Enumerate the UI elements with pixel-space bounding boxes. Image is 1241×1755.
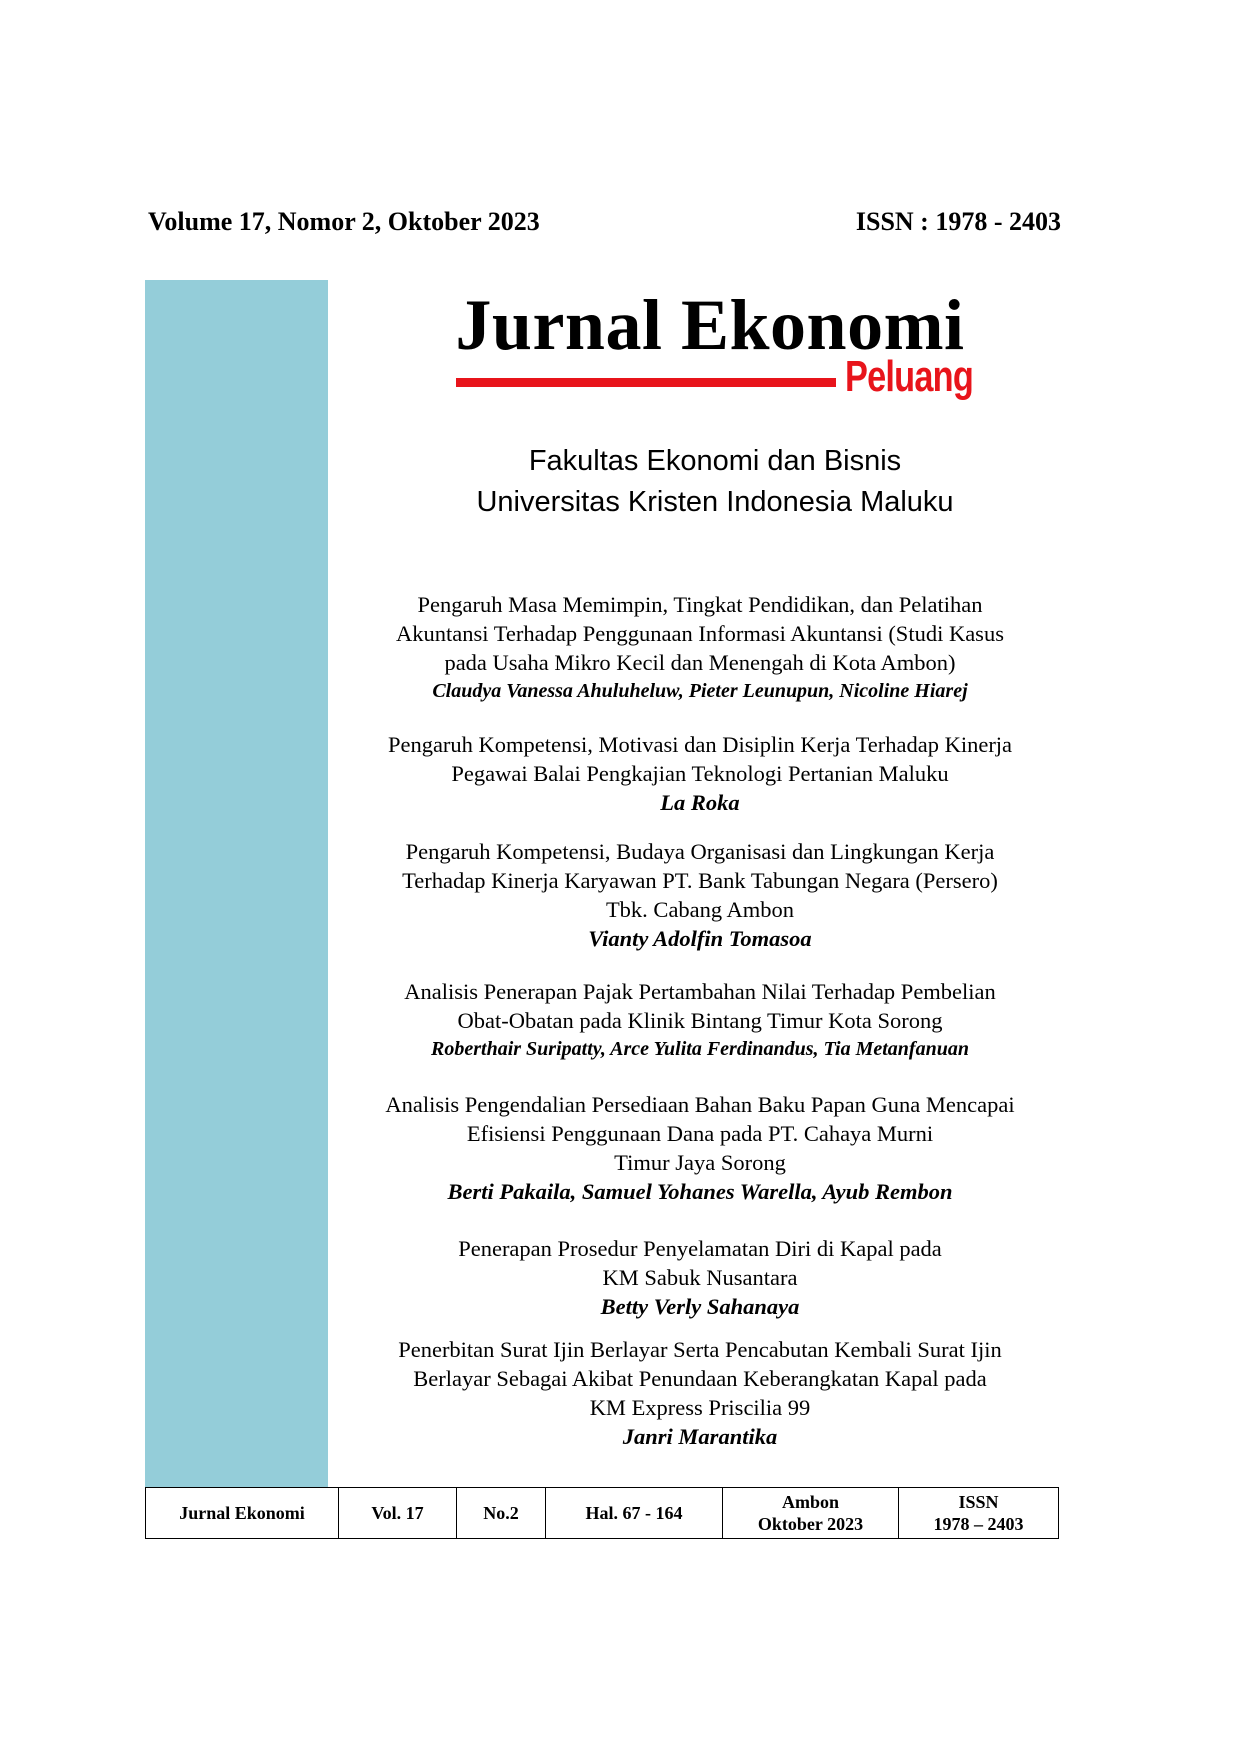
article-title-line: Obat-Obatan pada Klinik Bintang Timur Kota Sorong <box>457 1008 943 1033</box>
article-title-line: Tbk. Cabang Ambon <box>605 897 795 922</box>
article-title-line: KM Sabuk Nusantara <box>602 1265 798 1290</box>
footer-place-date <box>723 1488 899 1539</box>
article-entry-7 <box>330 1335 1070 1451</box>
footer-date: Oktober 2023 <box>757 1514 864 1534</box>
article-title-line: Pegawai Balai Pengkajian Teknologi Pertanian Maluku <box>451 761 949 786</box>
article-title-line: Penerbitan Surat Ijin Berlayar Serta Pencabutan Kembali Surat Ijin <box>398 1337 1002 1362</box>
footer-issn <box>899 1488 1059 1539</box>
cover-sidebar-decoration <box>145 280 328 1487</box>
article-title-line: pada Usaha Mikro Kecil dan Menengah di Kota Ambon) <box>444 650 956 675</box>
article-title-line: Pengaruh Kompetensi, Motivasi dan Disiplin Kerja Terhadap Kinerja <box>387 732 1013 757</box>
footer-journal-name: Jurnal Ekonomi <box>146 1488 339 1539</box>
article-authors: Roberthair Suripatty, Arce Yulita Ferdinandus, Tia Metanfanuan <box>431 1038 969 1060</box>
article-entry-3 <box>330 837 1070 953</box>
article-title-line: KM Express Priscilia 99 <box>589 1395 811 1420</box>
article-title-line: Akuntansi Terhadap Penggunaan Informasi Akuntansi (Studi Kasus <box>396 621 1004 646</box>
article-title-line: Pengaruh Masa Memimpin, Tingkat Pendidikan, dan Pelatihan <box>417 592 983 617</box>
article-title-line: Pengaruh Kompetensi, Budaya Organisasi dan Lingkungan Kerja <box>405 839 995 864</box>
article-title-line: Berlayar Sebagai Akibat Penundaan Keberangkatan Kapal pada <box>413 1366 987 1391</box>
footer-issn-label: ISSN <box>958 1492 999 1512</box>
article-entry-1 <box>330 590 1070 706</box>
volume-line: Volume 17, Nomor 2, Oktober 2023 <box>148 207 540 236</box>
journal-title: Jurnal Ekonomi <box>455 285 965 365</box>
article-entry-6 <box>330 1234 1070 1321</box>
footer-number: No.2 <box>457 1488 546 1539</box>
article-authors: Betty Verly Sahanaya <box>600 1294 800 1319</box>
article-title-line: Analisis Penerapan Pajak Pertambahan Nilai Terhadap Pembelian <box>404 979 996 1004</box>
article-title-line: Terhadap Kinerja Karyawan PT. Bank Tabungan Negara (Persero) <box>402 868 998 893</box>
footer-city: Ambon <box>781 1492 839 1512</box>
footer-volume: Vol. 17 <box>339 1488 457 1539</box>
footer-issn-value: 1978 – 2403 <box>933 1514 1024 1534</box>
article-title-line: Efisiensi Penggunaan Dana pada PT. Cahaya Murni <box>466 1121 934 1146</box>
article-title-line: Penerapan Prosedur Penyelamatan Diri di Kapal pada <box>458 1236 942 1261</box>
article-authors: Claudya Vanessa Ahuluheluw, Pieter Leunupun, Nicoline Hiarej <box>432 680 968 702</box>
article-title-line: Analisis Pengendalian Persediaan Bahan Baku Papan Guna Mencapai <box>385 1092 1015 1117</box>
article-entry-4 <box>330 977 1070 1064</box>
article-entry-2 <box>330 730 1070 817</box>
article-entry-5 <box>330 1090 1070 1206</box>
journal-subtitle: Peluang <box>845 352 974 401</box>
article-title-line: Timur Jaya Sorong <box>614 1150 786 1175</box>
table-of-contents <box>330 590 1070 1451</box>
faculty-name: Fakultas Ekonomi dan Bisnis <box>528 445 902 477</box>
issn-line: ISSN : 1978 - 2403 <box>855 207 1061 236</box>
article-authors: La Roka <box>660 790 740 815</box>
title-underline <box>456 378 836 387</box>
university-name: Universitas Kristen Indonesia Maluku <box>476 486 954 518</box>
article-authors: Janri Marantika <box>622 1424 778 1449</box>
article-authors: Vianty Adolfin Tomasoa <box>588 926 812 951</box>
article-authors: Berti Pakaila, Samuel Yohanes Warella, Ayub Rembon <box>447 1179 953 1204</box>
footer-pages: Hal. 67 - 164 <box>546 1488 723 1539</box>
footer-info-table <box>145 1487 1059 1539</box>
